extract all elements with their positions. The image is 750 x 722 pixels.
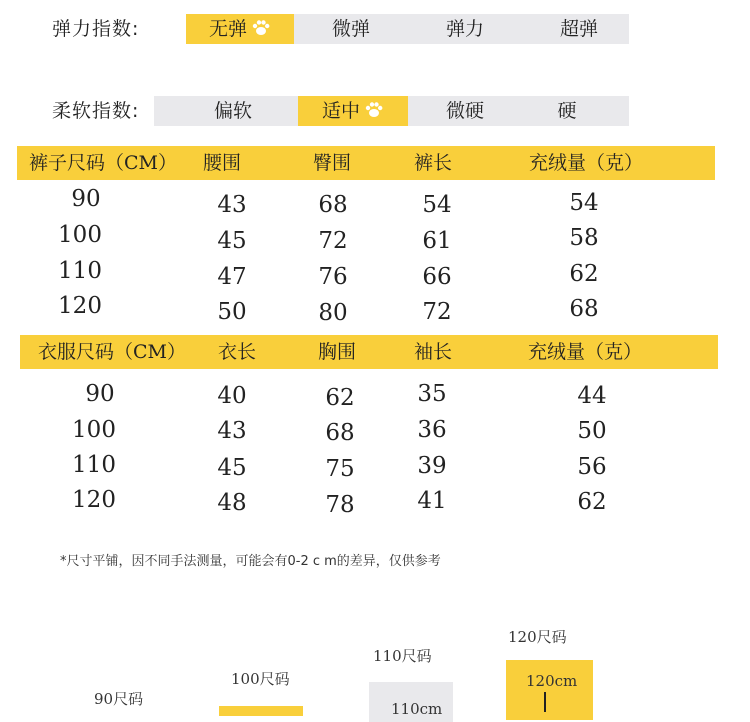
table-cell: 120 bbox=[58, 293, 102, 319]
pants-header-filling: 充绒量（克） bbox=[529, 152, 644, 174]
elasticity-option-none[interactable] bbox=[186, 14, 294, 44]
table-cell: 41 bbox=[417, 488, 447, 514]
paw-icon bbox=[364, 100, 384, 120]
softness-option-soft[interactable]: 偏软 bbox=[213, 100, 252, 122]
table-cell: 47 bbox=[217, 264, 247, 290]
table-cell: 39 bbox=[417, 453, 447, 479]
size-box-120 bbox=[506, 660, 593, 720]
table-cell: 100 bbox=[72, 417, 116, 443]
table-cell: 62 bbox=[325, 385, 355, 411]
table-cell: 54 bbox=[569, 190, 599, 216]
size-caption-120: 120尺码 bbox=[508, 628, 567, 646]
size-caption-90: 90尺码 bbox=[94, 690, 144, 708]
elasticity-selector bbox=[186, 14, 629, 44]
table-cell: 78 bbox=[325, 492, 355, 518]
paw-icon bbox=[251, 18, 271, 38]
size-box-110 bbox=[369, 682, 453, 722]
table-cell: 43 bbox=[217, 418, 247, 444]
table-cell: 110 bbox=[72, 452, 116, 478]
table-cell: 45 bbox=[217, 228, 247, 254]
table-cell: 50 bbox=[217, 299, 247, 325]
softness-option-medium[interactable] bbox=[298, 96, 408, 126]
table-cell: 72 bbox=[422, 299, 452, 325]
softness-option-slightly-hard[interactable]: 微硬 bbox=[445, 100, 484, 122]
size-box-100 bbox=[219, 706, 303, 716]
table-cell: 58 bbox=[569, 225, 599, 251]
pants-table-header bbox=[17, 146, 715, 180]
softness-option-hard[interactable]: 硬 bbox=[557, 100, 577, 122]
elasticity-option-super[interactable]: 超弹 bbox=[559, 18, 598, 40]
table-cell: 72 bbox=[318, 228, 348, 254]
top-header-filling: 充绒量（克） bbox=[528, 341, 643, 363]
measure-line bbox=[544, 692, 546, 712]
table-cell: 68 bbox=[325, 420, 355, 446]
table-cell: 45 bbox=[217, 455, 247, 481]
table-cell: 44 bbox=[577, 383, 607, 409]
table-cell: 90 bbox=[85, 381, 115, 407]
table-cell: 43 bbox=[217, 192, 247, 218]
table-cell: 62 bbox=[577, 489, 607, 515]
top-header-size: 衣服尺码（CM） bbox=[38, 341, 186, 363]
table-cell: 68 bbox=[569, 296, 599, 322]
top-header-chest: 胸围 bbox=[318, 341, 357, 363]
pants-header-length: 裤长 bbox=[414, 152, 453, 174]
pants-header-waist: 腰围 bbox=[203, 152, 242, 174]
table-cell: 62 bbox=[569, 261, 599, 287]
table-cell: 68 bbox=[318, 192, 348, 218]
table-cell: 54 bbox=[422, 192, 452, 218]
table-cell: 110 bbox=[58, 258, 102, 284]
table-cell: 75 bbox=[325, 456, 355, 482]
size-box-110-label: 110cm bbox=[391, 700, 443, 718]
table-cell: 90 bbox=[71, 186, 101, 212]
table-cell: 35 bbox=[417, 381, 447, 407]
table-cell: 61 bbox=[422, 228, 452, 254]
table-cell: 66 bbox=[422, 264, 452, 290]
table-cell: 76 bbox=[318, 264, 348, 290]
softness-option-label: 适中 bbox=[321, 100, 360, 122]
measurement-note: *尺寸平铺，因不同手法测量，可能会有0-2 c m的差异，仅供参考 bbox=[60, 554, 441, 569]
elasticity-option-elastic[interactable]: 弹力 bbox=[445, 18, 484, 40]
table-cell: 120 bbox=[72, 487, 116, 513]
size-box-120-label: 120cm bbox=[526, 672, 578, 690]
elasticity-option-label: 无弹 bbox=[208, 18, 247, 40]
pants-header-size: 裤子尺码（CM） bbox=[29, 152, 177, 174]
table-cell: 48 bbox=[217, 490, 247, 516]
table-cell: 50 bbox=[577, 418, 607, 444]
pants-header-hip: 臀围 bbox=[313, 152, 352, 174]
elasticity-label: 弹力指数: bbox=[52, 18, 140, 40]
top-header-sleeve: 袖长 bbox=[414, 341, 453, 363]
table-cell: 40 bbox=[217, 383, 247, 409]
elasticity-option-slight[interactable]: 微弹 bbox=[331, 18, 370, 40]
table-cell: 80 bbox=[318, 300, 348, 326]
table-cell: 36 bbox=[417, 417, 447, 443]
softness-selector bbox=[154, 96, 629, 126]
table-cell: 56 bbox=[577, 454, 607, 480]
size-caption-100: 100尺码 bbox=[231, 670, 290, 688]
top-header-length: 衣长 bbox=[218, 341, 257, 363]
top-table-header bbox=[20, 335, 718, 369]
table-cell: 100 bbox=[58, 222, 102, 248]
softness-label: 柔软指数: bbox=[52, 100, 140, 122]
size-caption-110: 110尺码 bbox=[373, 647, 432, 665]
